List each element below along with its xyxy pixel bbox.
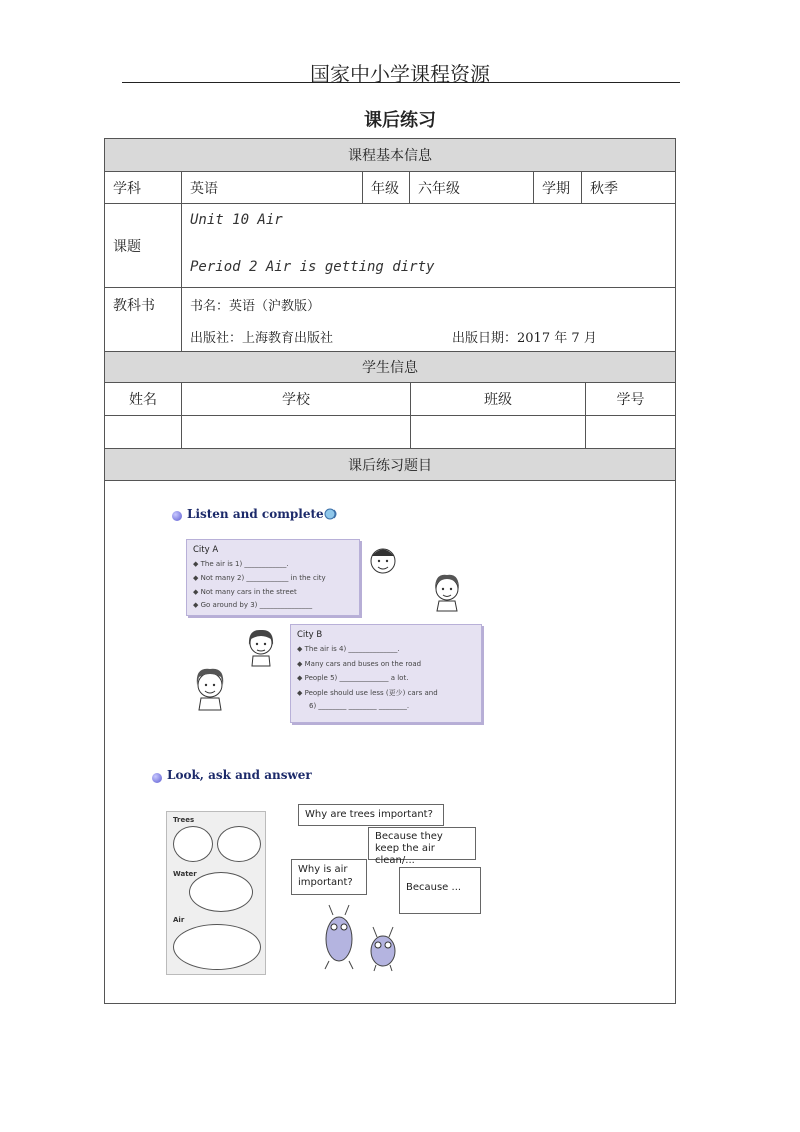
subject-label: 学科 xyxy=(113,180,141,197)
course-meta-row xyxy=(105,172,675,204)
school-label: 学校 xyxy=(181,383,410,415)
topic-period: Period 2 Air is getting dirty xyxy=(190,259,435,275)
site-title: 国家中小学课程资源 xyxy=(310,62,490,86)
topic-unit: Unit 10 Air xyxy=(190,212,283,228)
publish-date: 出版日期：2017 年 7 月 xyxy=(452,331,597,346)
student-id-label: 学号 xyxy=(585,383,675,415)
basic-info-header xyxy=(105,139,675,172)
city-a-title: City A xyxy=(193,545,219,555)
listen-title: Listen and complete xyxy=(187,507,324,521)
boy-face-icon xyxy=(365,541,401,581)
audio-icon xyxy=(323,507,339,521)
bullet-icon xyxy=(152,773,162,783)
class-label: 班级 xyxy=(410,383,585,415)
page-title: 课后练习 xyxy=(364,110,436,131)
city-a-line: ◆ The air is 1) ____________. xyxy=(193,560,289,568)
city-b-line: ◆ People 5) ______________ a lot. xyxy=(297,674,409,682)
name-label: 姓名 xyxy=(129,392,157,408)
term-value: 秋季 xyxy=(581,172,675,203)
girl-face-icon xyxy=(189,663,231,711)
exercise-title: 课后练习题目 xyxy=(348,457,432,474)
basic-info-title: 课程基本信息 xyxy=(348,148,432,164)
city-b-line: ◆ People should use less (更少) cars and xyxy=(297,689,438,697)
panel-label-water: Water xyxy=(173,870,197,878)
city-a-card xyxy=(186,539,360,616)
trees-picture xyxy=(217,826,261,862)
city-a-line: ◆ Go around by 3) _______________ xyxy=(193,601,313,609)
panel-label-trees: Trees xyxy=(173,816,195,824)
grade-value: 六年级 xyxy=(409,172,533,203)
girl-face-icon xyxy=(429,569,465,613)
school-field[interactable] xyxy=(181,416,410,448)
city-b-line: ◆ Many cars and buses on the road xyxy=(297,660,422,668)
class-field[interactable] xyxy=(410,416,585,448)
topic-row xyxy=(105,204,675,288)
bullet-icon xyxy=(172,511,182,521)
student-values-row xyxy=(105,416,675,449)
exercise-area xyxy=(105,481,675,1003)
publisher: 出版社：上海教育出版社 xyxy=(190,331,334,346)
topic-cell xyxy=(181,204,675,287)
book-name: 书名：英语（沪教版） xyxy=(190,299,321,314)
worksheet-table xyxy=(104,138,676,1004)
grade-label: 年级 xyxy=(362,172,409,203)
city-a-line: ◆ Not many cars in the street xyxy=(193,588,297,596)
look-title: Look, ask and answer xyxy=(167,768,312,782)
girl-face-icon xyxy=(243,623,279,667)
speech-bubble: Because they keep the air clean/... xyxy=(368,827,476,860)
exercise-header xyxy=(105,449,675,481)
city-b-line: ◆ The air is 4) ______________. xyxy=(297,645,400,653)
picture-panel xyxy=(166,811,266,975)
water-picture xyxy=(189,872,253,912)
textbook-label: 教科书 xyxy=(113,298,155,314)
name-field[interactable] xyxy=(105,416,181,448)
textbook-cell xyxy=(181,288,675,351)
trees-picture xyxy=(173,826,213,862)
subject-value: 英语 xyxy=(181,172,362,203)
student-id-field[interactable] xyxy=(585,416,675,448)
alien-character-icon xyxy=(315,901,363,971)
textbook-row xyxy=(105,288,675,352)
city-b-line: 6) ________ ________ ________. xyxy=(309,702,410,710)
city-b-card xyxy=(290,624,482,723)
panel-label-air: Air xyxy=(173,916,185,924)
topic-label: 课题 xyxy=(113,238,141,255)
city-b-title: City B xyxy=(297,630,323,640)
speech-bubble: Why are trees important? xyxy=(298,804,444,826)
term-label: 学期 xyxy=(533,172,581,203)
speech-bubble: Why is air important? xyxy=(291,859,367,895)
speech-bubble: Because ... xyxy=(399,867,481,914)
student-labels-row xyxy=(105,383,675,416)
student-info-header xyxy=(105,352,675,383)
student-info-title: 学生信息 xyxy=(362,360,418,376)
alien-character-icon xyxy=(363,921,403,973)
city-a-line: ◆ Not many 2) ____________ in the city xyxy=(193,574,326,582)
air-picture xyxy=(173,924,261,970)
header-rule xyxy=(122,82,680,83)
